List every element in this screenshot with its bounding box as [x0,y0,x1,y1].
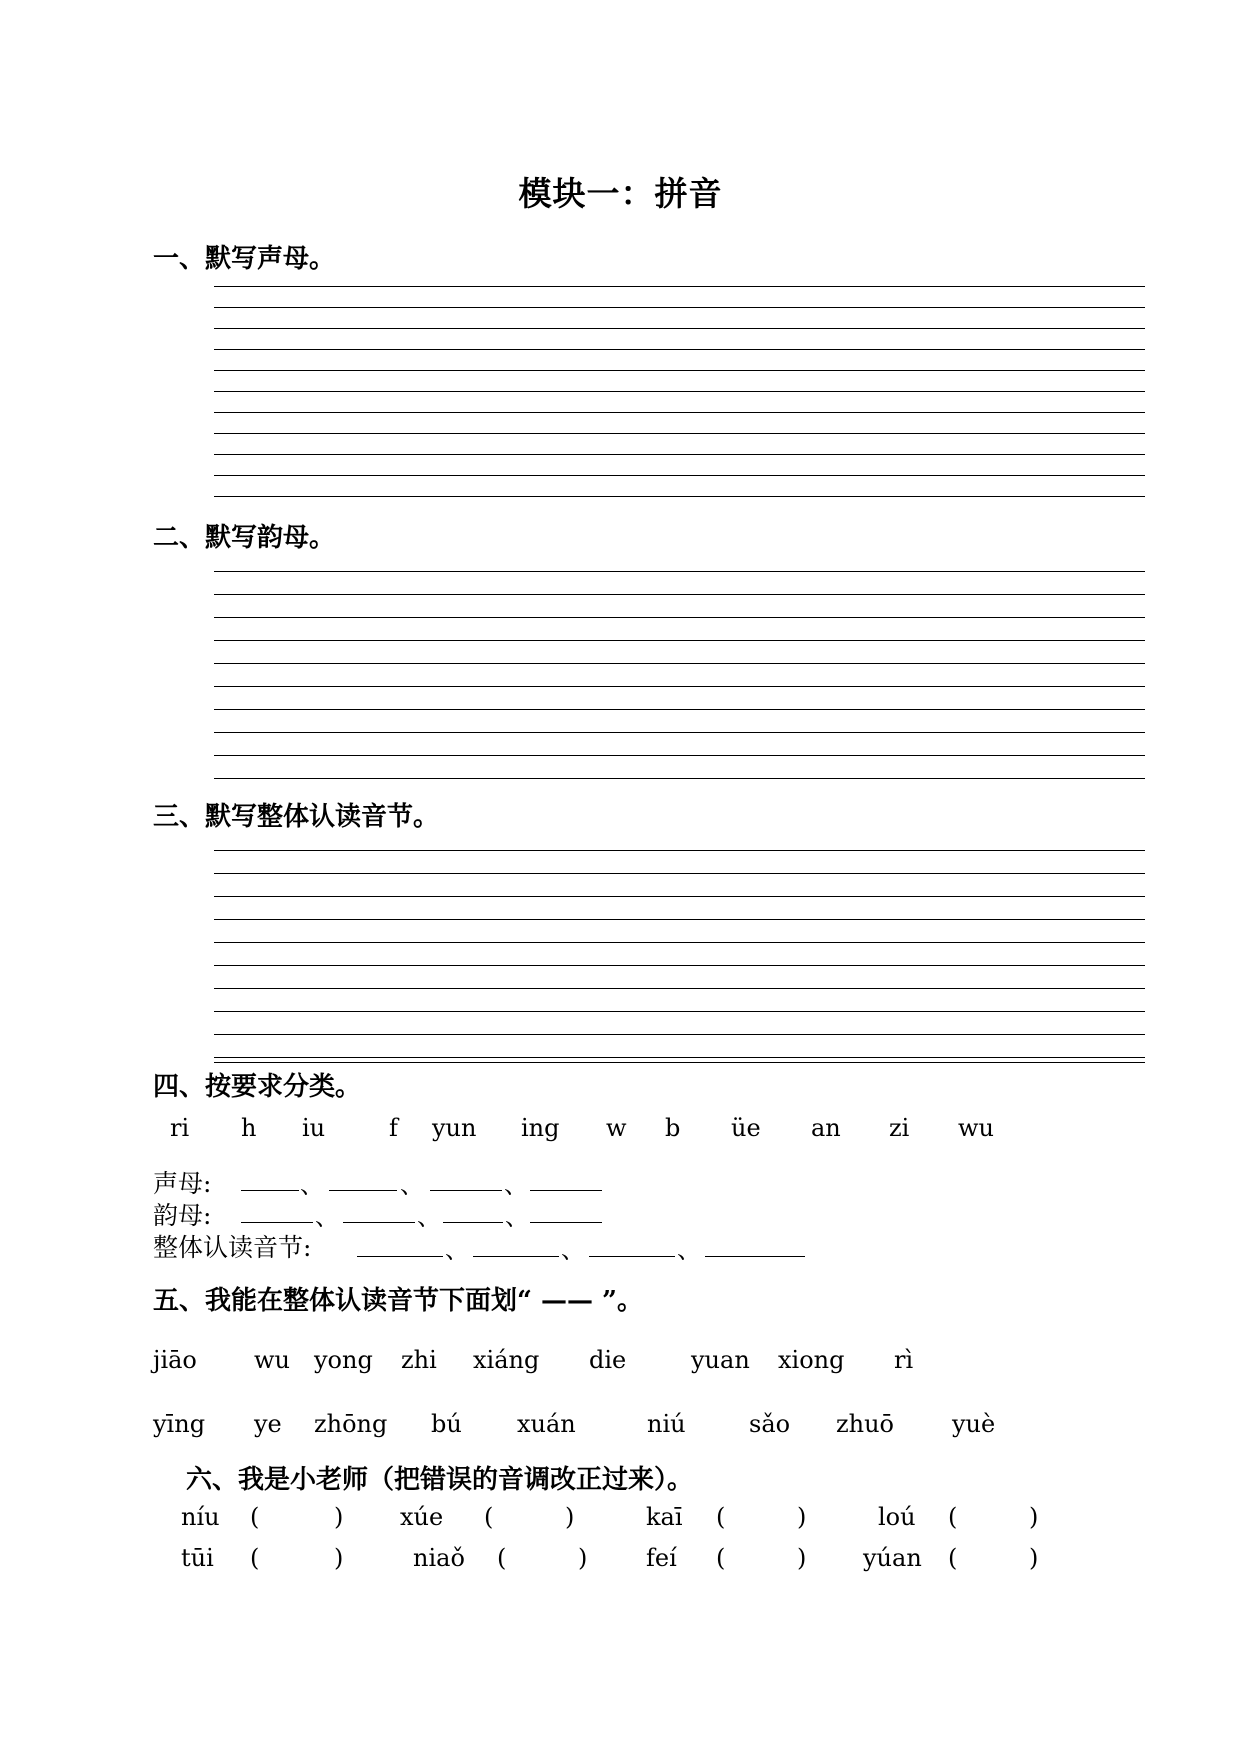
separator: 、 [400,1171,424,1199]
answer-blank[interactable] [357,1256,443,1257]
answer-blank[interactable] [241,1222,313,1223]
writing-line [214,873,1145,874]
syllable[interactable]: yong [314,1346,373,1374]
paren-close: ) [1029,1503,1039,1531]
syllable[interactable]: yīng [153,1410,206,1438]
section2-heading: 二、默写韵母。 [153,523,336,553]
paren-close: ) [578,1544,588,1572]
answer-blank[interactable] [530,1222,602,1223]
writing-line [214,709,1145,710]
separator: 、 [677,1236,701,1264]
separator: 、 [445,1236,469,1264]
answer-slot[interactable] [262,1544,332,1572]
writing-line [214,496,1145,497]
tone-item: kaī [646,1503,683,1531]
paren-open: ( [250,1544,260,1572]
answer-blank[interactable] [589,1256,675,1257]
section6-heading: 六、我是小老师（把错误的音调改正过来）。 [186,1465,694,1495]
syllable[interactable]: xuán [517,1410,576,1438]
answer-slot[interactable] [728,1503,794,1531]
section3-heading: 三、默写整体认读音节。 [153,802,440,832]
separator: 、 [315,1203,339,1231]
writing-line [214,850,1145,851]
writing-line [214,755,1145,756]
writing-line [214,594,1145,595]
paren-open: ( [484,1503,494,1531]
syllable[interactable]: jiāo [153,1346,197,1374]
writing-line [214,988,1145,989]
page-title: 模块一：拼音 [518,174,723,213]
answer-blank[interactable] [343,1222,415,1223]
writing-line [214,475,1145,476]
writing-line [214,1057,1145,1058]
syllable[interactable]: rì [894,1346,914,1374]
answer-blank[interactable] [241,1190,299,1191]
whole-syllables-label: 整体认读音节: [153,1233,312,1262]
writing-line [214,732,1145,733]
writing-line [214,286,1145,287]
tone-item: tūi [181,1544,214,1572]
writing-line [214,307,1145,308]
tone-item: niaǒ [413,1544,465,1572]
writing-line [214,349,1145,350]
paren-open: ( [716,1503,726,1531]
pinyin-item: b [665,1114,681,1142]
paren-open: ( [716,1544,726,1572]
syllable[interactable]: ye [254,1410,282,1438]
writing-line [214,919,1145,920]
separator: 、 [504,1171,528,1199]
syllable[interactable]: niú [647,1410,686,1438]
writing-line [214,640,1145,641]
pinyin-item: zi [889,1114,910,1142]
answer-blank[interactable] [329,1190,397,1191]
writing-line [214,896,1145,897]
finals-label: 韵母: [153,1201,212,1230]
writing-line [214,391,1145,392]
answer-slot[interactable] [728,1544,794,1572]
pinyin-item: f [389,1114,398,1142]
paren-open: ( [948,1544,958,1572]
syllable[interactable]: zhi [401,1346,437,1374]
paren-close: ) [797,1503,807,1531]
tone-item: yúan [863,1544,922,1572]
syllable[interactable]: die [589,1346,627,1374]
pinyin-item: yun [432,1114,477,1142]
writing-line [214,778,1145,779]
paren-close: ) [334,1544,344,1572]
tone-item: loú [878,1503,916,1531]
syllable[interactable]: sǎo [749,1410,791,1438]
answer-blank[interactable] [473,1256,559,1257]
syllable[interactable]: yuè [952,1410,996,1438]
separator: 、 [417,1203,441,1231]
section1-heading: 一、默写声母。 [153,244,336,274]
answer-slot[interactable] [960,1503,1026,1531]
writing-line [214,412,1145,413]
paren-close: ) [797,1544,807,1572]
pinyin-item: w [606,1114,627,1142]
writing-line [214,571,1145,572]
paren-close: ) [1029,1544,1039,1572]
syllable[interactable]: zhuō [836,1410,895,1438]
tone-item: níu [181,1503,220,1531]
answer-blank[interactable] [530,1190,602,1191]
writing-line [214,1011,1145,1012]
pinyin-item: h [241,1114,257,1142]
pinyin-item: an [811,1114,841,1142]
syllable[interactable]: zhōng [314,1410,388,1438]
paren-close: ) [565,1503,575,1531]
writing-line [214,1062,1145,1063]
syllable[interactable]: bú [431,1410,462,1438]
separator: 、 [505,1203,529,1231]
syllable[interactable]: wu [254,1346,290,1374]
pinyin-item: wu [958,1114,994,1142]
writing-line [214,433,1145,434]
section4-heading: 四、按要求分类。 [153,1072,362,1102]
answer-slot[interactable] [496,1503,562,1531]
separator: 、 [561,1236,585,1264]
answer-slot[interactable] [960,1544,1026,1572]
writing-line [214,965,1145,966]
answer-slot[interactable] [262,1503,332,1531]
writing-line [214,1034,1145,1035]
pinyin-item: üe [731,1114,761,1142]
paren-open: ( [250,1503,260,1531]
pinyin-item: iu [302,1114,326,1142]
tone-item: feí [646,1544,677,1572]
pinyin-item: ing [521,1114,560,1142]
writing-line [214,942,1145,943]
writing-line [214,370,1145,371]
separator: 、 [300,1171,324,1199]
writing-line [214,617,1145,618]
writing-line [214,686,1145,687]
paren-close: ) [334,1503,344,1531]
paren-open: ( [497,1544,507,1572]
answer-blank[interactable] [430,1190,502,1191]
syllable[interactable]: yuan [691,1346,750,1374]
writing-line [214,663,1145,664]
syllable[interactable]: xiong [778,1346,845,1374]
pinyin-item: ri [170,1114,190,1142]
writing-line [214,454,1145,455]
paren-open: ( [948,1503,958,1531]
syllable[interactable]: xiáng [473,1346,540,1374]
initials-label: 声母: [153,1169,212,1198]
answer-blank[interactable] [705,1256,805,1257]
section5-heading: 五、我能在整体认读音节下面划“ —— ”。 [153,1286,644,1316]
answer-slot[interactable] [509,1544,575,1572]
writing-line [214,328,1145,329]
tone-item: xúe [400,1503,444,1531]
answer-blank[interactable] [443,1222,503,1223]
